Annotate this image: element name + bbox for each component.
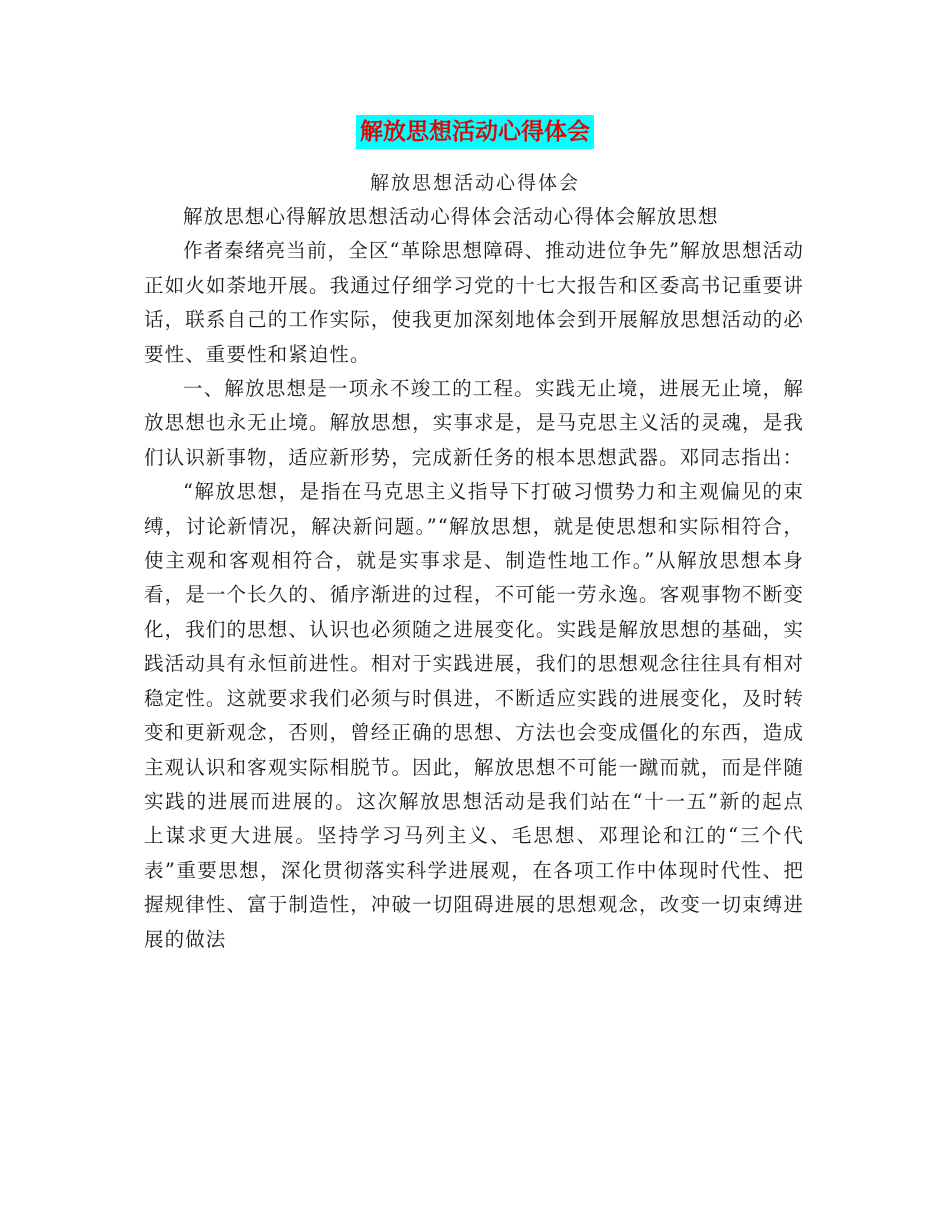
paragraph-section-one: 一、解放思想是一项永不竣工的工程。实践无止境，进展无止境，解放思想也永无止境。解放思想，实事求是，是马克思主义活的灵魂，是我们认识新事物，适应新形势，完成新任务的根本思想武器。邓同志指出： [144, 377, 804, 469]
document-subtitle: 解放思想活动心得体会 [369, 172, 580, 194]
document-title [0, 110, 950, 146]
paragraph-intro: 作者秦绪亮当前，全区“革除思想障碍、推动进位争先”解放思想活动正如火如荼地开展。我通过仔细学习党的十七大报告和区委高书记重要讲话，联系自己的工作实际，使我更加深刻地体会到开展解放思想活动的必要性、重要性和紧迫性。 [144, 239, 804, 366]
paragraph-quote: “解放思想，是指在马克思主义指导下打破习惯势力和主观偏见的束缚，讨论新情况，解决新问题。”“解放思想，就是使思想和实际相符合，使主观和客观相符合，就是实事求是、制造性地工作。”从解放思想本身看，是一个长久的、循序渐进的过程，不可能一劳永逸。客观事物不断变化，我们的思想、认识也必须随之进展变化。实践是解放思想的基础，实践活动具有永恒前进性。相对于实践进展，我们的思想观念往往具有相对稳定性。这就要求我们必须与时俱进，不断适应实践的进展变化，及时转变和更新观念，否则，曾经正确的思想、方法也会变成僵化的东西，造成主观认识和客观实际相脱节。因此，解放思想不可能一蹴而就，而是伴随实践的进展而进展的。这次解放思想活动是我们站在“十一五”新的起点上谋求更大进展。坚持学习马列主义、毛思想、邓理论和江的“三个代表”重要思想，深化贯彻落实科学进展观，在各项工作中体现时代性、把握规律性、富于制造性，冲破一切阻碍进展的思想观念，改变一切束缚进展的做法 [144, 480, 804, 951]
document-body [144, 200, 804, 957]
paragraph-keywords: 解放思想心得解放思想活动心得体会活动心得体会解放思想 [183, 205, 719, 228]
document-title-text: 解放思想活动心得体会 [356, 115, 594, 149]
